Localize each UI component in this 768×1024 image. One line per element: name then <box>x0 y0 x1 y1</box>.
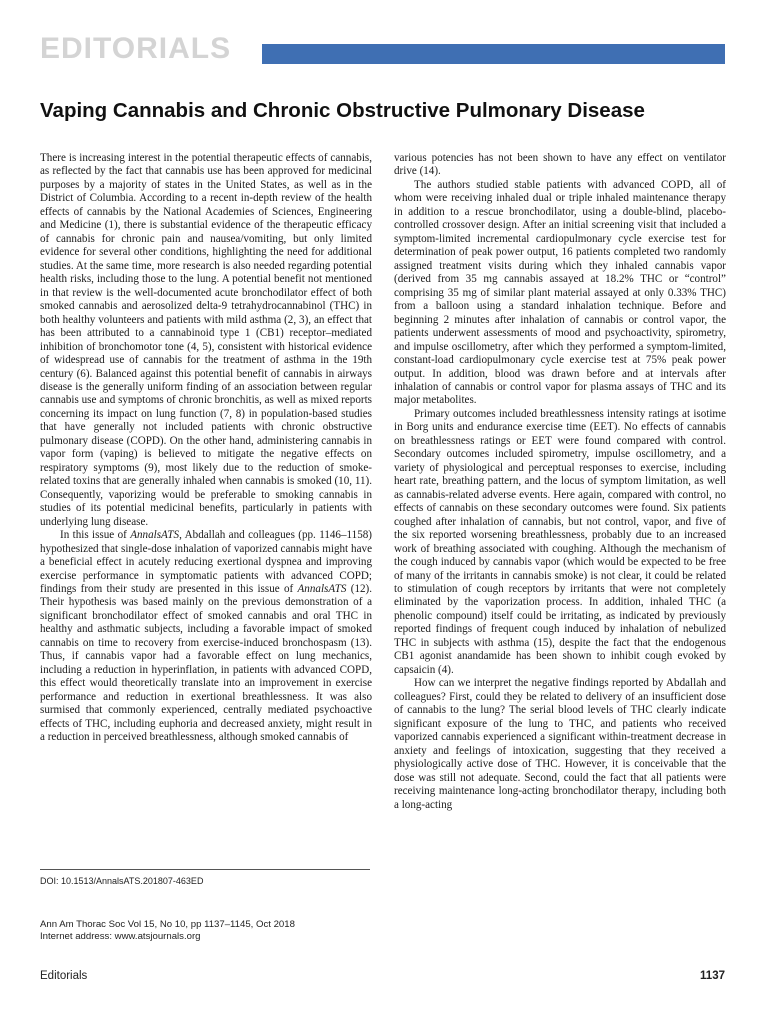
left-column <box>40 152 372 856</box>
text-span: , Abdallah and colleagues (pp. 1146–1158) hypothesized that single-dose inhalation of vaporized cannabis might have a beneficial effect in acutely reducing exertional dyspnea and improving exercise performance in symptomatic patients with advanced COPD; findings from their study are presented in this issue of <box>40 529 372 595</box>
section-heading: EDITORIALS <box>40 32 232 65</box>
header-color-bar <box>262 44 725 64</box>
page-number: 1137 <box>700 970 725 982</box>
paragraph: The authors studied stable patients with advanced COPD, all of whom were receiving inhaled dual or triple inhaled maintenance therapy in addition to a rescue bronchodilator, using a double-blind, placebo-controlled crossover design. After an initial screening visit that included a symptom-limited incremental cardiopulmonary cycle exercise test for determination of peak power output, 16 patients completed two randomly assigned treatment visits during which they inhaled cannabis vapor (derived from 35 mg cannabis assayed at 18.2% THC or “control” comprising 35 mg of similar plant material assayed at only 0.33% THC) from a balloon using a standard inhalation technique. Before and beginning 2 minutes after inhalation of cannabis or control vapor, the patients underwent assessments of mood and psychoactivity, spirometry, and impulse oscillometry, after which they performed a symptom-limited, constant-load cardiopulmonary cycle exercise test at 75% peak power output. In addition, blood was drawn before and at intervals after inhalation of cannabis or control vapor for plasma assays of THC and its major metabolites. <box>394 178 726 407</box>
journal-name: AnnalsATS <box>130 529 180 542</box>
doi-divider <box>40 869 370 870</box>
paragraph <box>40 529 372 745</box>
paragraph: There is increasing interest in the potential therapeutic effects of cannabis, as reflected by the fact that cannabis use has been approved for medicinal purposes by a majority of states in the United States, as well as in the District of Columbia. According to a recent in-depth review of the health effects of cannabis by the National Academies of Sciences, Engineering and Medicine (1), there is substantial evidence of the therapeutic efficacy of cannabis for chronic pain and nausea/vomiting, but only limited evidence for several other conditions, highlighting the need for additional studies. At the same time, more research is also needed regarding potential health risks, including those to the lung. A potential benefit not mentioned in that review is the well-documented acute bronchodilator effect of both smoked cannabis and aerosolized delta-9 tetrahydrocannabinol (THC) in both healthy volunteers and patients with mild asthma (2, 3), an effect that has been attributed to a cannabinoid type 1 (CB1) receptor–mediated inhibition of bronchomotor tone (4, 5), consistent with historical evidence of widespread use of cannabis for the treatment of asthma in the 19th century (6). Balanced against this potential benefit of cannabis in airways disease is the generally uniform finding of an association between regular cannabis use and symptoms of chronic bronchitis, as well as mixed reports concerning its impact on lung function (7, 8) in population-based studies that have generally not included patients with chronic obstructive pulmonary disease (COPD). On the other hand, administering cannabis in vapor form (vaping) is believed to mitigate the negative effects on respiratory symptoms (9), most likely due to the reduction of smoke-related toxins that are generally inhaled when cannabis is smoked (10, 11). Consequently, vaporizing would be preferable to smoking cannabis in studies of its potential medicinal benefits, particularly in patients with underlying lung disease. <box>40 152 372 528</box>
article-title: Vaping Cannabis and Chronic Obstructive Pulmonary Disease <box>40 99 645 122</box>
paragraph: How can we interpret the negative findings reported by Abdallah and colleagues? First, could they be related to delivery of an insufficient dose of cannabis to the lung? The serial blood levels of THC clearly indicate significant exposure of the lung to THC, and patients who received vaporized cannabis experienced a significant within-treatment decrease in anxiety and feelings of intoxication, suggesting that they received a physiologically active dose of THC. However, it is conceivable that the dose was still not adequate. Second, could the fact that all patients were receiving maintenance long-acting bronchodilator therapy, including both a long-acting <box>394 677 726 811</box>
text-span: (12). Their hypothesis was based mainly on the previous demonstration of a significant bronchodilator effect of smoked cannabis and oral THC in healthy and asthmatic subjects, including a favorable impact of smoked cannabis on time to recovery from exercise-induced bronchospasm (13). Thus, if cannabis vapor had a favorable effect on lung mechanics, including a reduction in hyperinflation, in patients with advanced COPD, this effect would theoretically translate into an improvement in exercise performance and reduction in exertional breathlessness. It was also surmised that commonly experienced, centrally mediated psychoactive effects of THC, including euphoria and decreased anxiety, might result in a reduction in perceived breathlessness, although smoked cannabis of <box>40 583 372 744</box>
right-column <box>394 152 726 882</box>
journal-info <box>40 919 295 943</box>
doi-link[interactable]: DOI: 10.1513/AnnalsATS.201807-463ED <box>40 876 204 886</box>
citation-line: Ann Am Thorac Soc Vol 15, No 10, pp 1137–1145, Oct 2018 <box>40 919 295 930</box>
text-span: In this issue of <box>60 529 131 542</box>
journal-name: AnnalsATS <box>297 583 347 595</box>
paragraph: Primary outcomes included breathlessness intensity ratings at isotime in Borg units and endurance exercise time (EET). No effects of cannabis on breathlessness ratings or EET were found compared with control. Secondary outcomes included spirometry, impulse oscillometry, and a variety of physiological and perceptual responses to exercise, including heart rate, breathing pattern, and the locus of symptom limitation, as well as cannabis-related adverse events. Here again, compared with control, no effects of cannabis on these secondary outcomes were found. Six patients coughed after inhalation of cannabis, but not control, vapor, and five of the six reported worsening breathlessness, probably due to an increased work of breathing associated with coughing. Although the mechanism of the cough induced by cannabis vapor (which would be expected to be free of many of the irritants in cannabis smoke) is not clear, it could be related to stimulation of cough receptors by irritants that were not completely eliminated by the vaporization process. In addition, inhaled THC (a phenolic compound) itself could be irritating, as indicated by previously reported findings of frequent cough induced by inhalation of nebulized THC in subjects with asthma (15), despite the fact that the endogenous CB1 agonist anandamide has been shown to inhibit cough evoked by capsaicin (4). <box>394 407 726 676</box>
footer-section-label: Editorials <box>40 970 88 982</box>
internet-address[interactable]: Internet address: www.atsjournals.org <box>40 930 201 942</box>
paragraph: various potencies has not been shown to have any effect on ventilator drive (14). <box>394 152 726 178</box>
